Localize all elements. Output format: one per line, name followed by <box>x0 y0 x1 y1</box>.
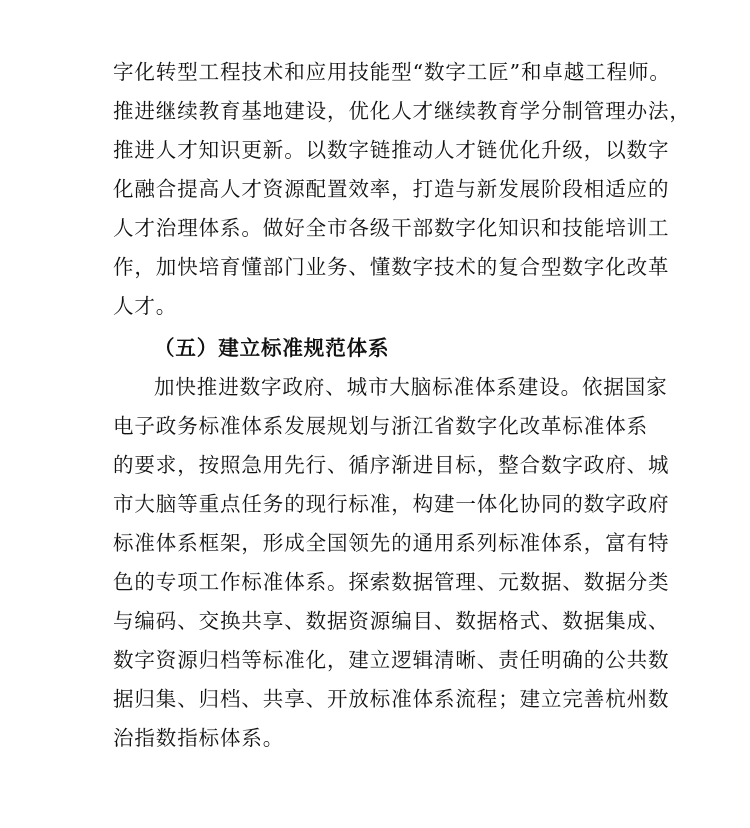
paragraph-line: 人才。 <box>113 294 178 318</box>
paragraph-line: 数字资源归档等标准化，建立逻辑清晰、责任明确的公共数 <box>113 648 670 672</box>
paragraph-line: 字化转型工程技术和应用技能型“数字工匠”和卓越工程师。 <box>113 60 671 84</box>
paragraph-line: 加快推进数字政府、城市大脑标准体系建设。依据国家 <box>154 375 668 399</box>
paragraph-line: 色的专项工作标准体系。探索数据管理、元数据、数据分类 <box>113 570 670 594</box>
section-heading: （五）建立标准规范体系 <box>154 336 390 360</box>
paragraph-line: 电子政务标准体系发展规划与浙江省数字化改革标准体系 <box>113 414 648 438</box>
paragraph-line: 化融合提高人才资源配置效率，打造与新发展阶段相适应的 <box>113 177 670 201</box>
paragraph-line: 与编码、交换共享、数据资源编目、数据格式、数据集成、 <box>113 609 670 633</box>
paragraph-line: 的要求，按照急用先行、循序渐进目标，整合数字政府、城 <box>113 453 670 477</box>
paragraph-line: 标准体系框架，形成全国领先的通用系列标准体系，富有特 <box>113 531 670 555</box>
paragraph-line: 作，加快培育懂部门业务、懂数字技术的复合型数字化改革 <box>113 255 670 279</box>
paragraph-line: 据归集、归档、共享、开放标准体系流程；建立完善杭州数 <box>113 687 670 711</box>
paragraph-line: 治指数指标体系。 <box>113 726 285 750</box>
paragraph-line: 市大脑等重点任务的现行标准，构建一体化协同的数字政府 <box>113 492 670 516</box>
paragraph-line: 推进继续教育基地建设，优化人才继续教育学分制管理办法， <box>113 99 691 123</box>
paragraph-line: 推进人才知识更新。以数字链推动人才链优化升级，以数字 <box>113 138 670 162</box>
paragraph-line: 人才治理体系。做好全市各级干部数字化知识和技能培训工 <box>113 216 670 240</box>
